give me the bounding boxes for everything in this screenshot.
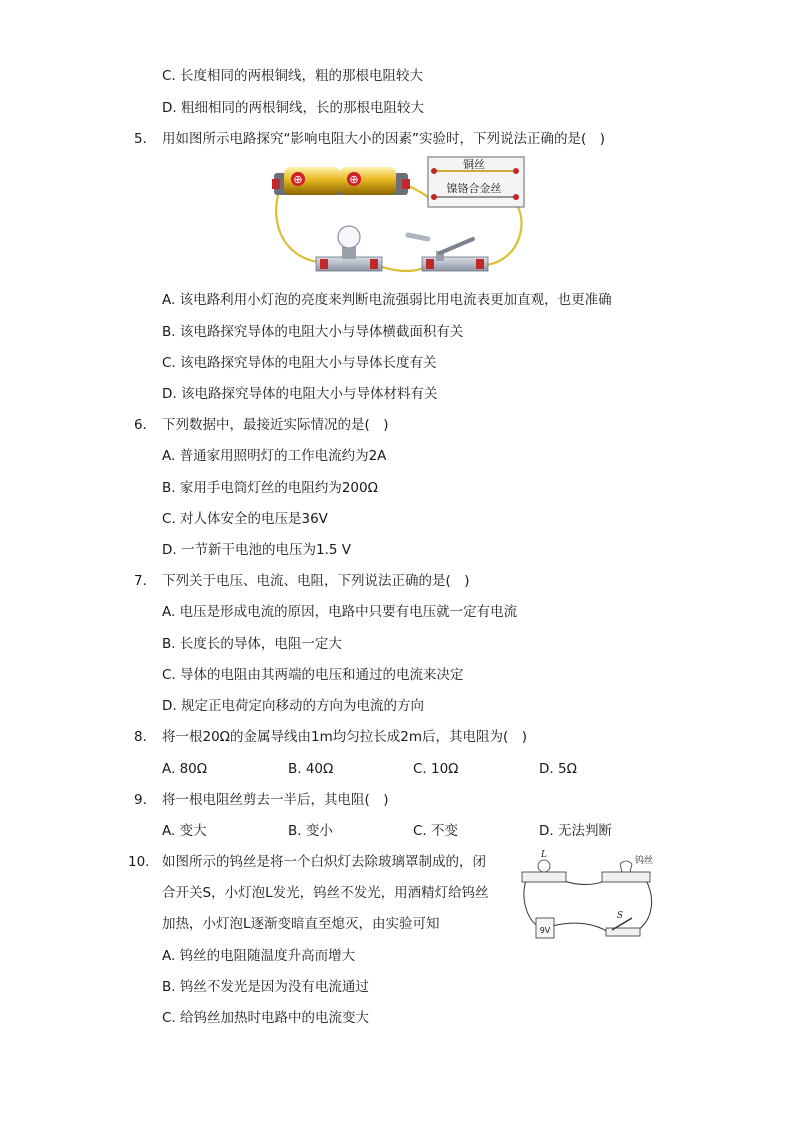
q6-option-d: D. 一节新干电池的电压为1.5 V <box>162 542 351 558</box>
q10-filament-base <box>602 872 650 882</box>
q9-stem: 将一根电阻丝剪去一半后，其电阻( ) <box>162 792 389 808</box>
q5-option-b: B. 该电路探究导体的电阻大小与导体横截面积有关 <box>162 324 464 340</box>
q10-wire <box>552 923 608 932</box>
q10-wire <box>638 880 652 930</box>
q5-board-terminal <box>431 194 437 200</box>
q5-label-copper: 铜丝 <box>463 158 485 171</box>
q5-switch-lever <box>440 239 473 253</box>
q5-circuit-figure <box>268 155 530 280</box>
q5-battery-terminal-left <box>272 179 280 189</box>
q5-battery-terminal-right <box>402 179 410 189</box>
q10-option-c: C. 给钨丝加热时电路中的电流变大 <box>162 1010 370 1026</box>
q7-number: 7. <box>134 573 147 589</box>
q5-bulb-socket <box>342 247 356 259</box>
q5-battery-symbol-2: ⊕ <box>349 173 359 186</box>
q10-label-lamp: L <box>541 850 547 860</box>
q6-option-b: B. 家用手电筒灯丝的电阻约为200Ω <box>162 480 378 496</box>
q5-wire-bottom <box>376 265 428 271</box>
q10-switch-base <box>606 928 640 936</box>
q10-lamp-base <box>522 872 566 882</box>
q5-switch-handle <box>408 235 428 239</box>
q10-filament-icon <box>620 861 632 872</box>
q10-number: 10. <box>128 854 150 870</box>
q7-option-c: C. 导体的电阻由其两端的电压和通过的电流来决定 <box>162 667 464 683</box>
q6-option-c: C. 对人体安全的电压是36V <box>162 511 328 527</box>
q7-stem: 下列关于电压、电流、电阻，下列说法正确的是( ) <box>162 573 470 589</box>
q5-board-terminal <box>431 168 437 174</box>
q5-bulb-icon <box>338 226 360 248</box>
q7-option-a: A. 电压是形成电流的原因，电路中只要有电压就一定有电流 <box>162 604 518 620</box>
q8-option-a: A. 80Ω <box>162 761 208 777</box>
q5-battery-symbol-1: ⊕ <box>293 173 303 186</box>
q5-bulb-terminal <box>320 259 328 269</box>
q8-stem: 将一根20Ω的金属导线由1m均匀拉长成2m后，其电阻为( ) <box>162 729 528 745</box>
q8-option-b: B. 40Ω <box>288 761 334 777</box>
q5-option-c: C. 该电路探究导体的电阻大小与导体长度有关 <box>162 355 437 371</box>
q5-option-d: D. 该电路探究导体的电阻大小与导体材料有关 <box>162 386 438 402</box>
q4-option-d: D. 粗细相同的两根铜线，长的那根电阻较大 <box>162 100 424 116</box>
q10-label-battery: 9V <box>539 926 551 935</box>
q5-board-terminal <box>513 194 519 200</box>
q5-label-nichrome: 镍铬合金丝 <box>446 182 502 195</box>
q10-wire <box>562 880 606 885</box>
q5-switch-terminal <box>426 259 434 269</box>
q5-stem: 用如图所示电路探究“影响电阻大小的因素”实验时，下列说法正确的是( ) <box>162 131 606 147</box>
q10-circuit-figure <box>516 850 658 942</box>
q5-option-a: A. 该电路利用小灯泡的亮度来判断电流强弱比用电流表更加直观，也更准确 <box>162 292 612 308</box>
q5-switch-terminal <box>476 259 484 269</box>
q10-lamp-icon <box>538 860 550 872</box>
q5-bulb-terminal <box>370 259 378 269</box>
q10-stem-line2: 合开关S，小灯泡L发光，钨丝不发光，用酒精灯给钨丝 <box>162 885 489 901</box>
q8-option-c: C. 10Ω <box>413 761 459 777</box>
q9-option-b: B. 变小 <box>288 823 333 839</box>
q10-label-switch: S <box>616 911 624 921</box>
q9-number: 9. <box>134 792 147 808</box>
q5-number: 5. <box>134 131 147 147</box>
q10-stem-line1: 如图所示的钨丝是将一个白炽灯去除玻璃罩制成的，闭 <box>162 854 486 870</box>
q10-option-a: A. 钨丝的电阻随温度升高而增大 <box>162 948 356 964</box>
q9-option-d: D. 无法判断 <box>539 823 612 839</box>
q9-option-a: A. 变大 <box>162 823 207 839</box>
q8-number: 8. <box>134 729 147 745</box>
q5-wire-right <box>486 199 521 265</box>
q10-label-tungsten: 钨丝 <box>634 856 654 866</box>
q7-option-b: B. 长度长的导体，电阻一定大 <box>162 636 342 652</box>
q4-option-c: C. 长度相同的两根铜线，粗的那根电阻较大 <box>162 68 424 84</box>
q6-number: 6. <box>134 417 147 433</box>
q9-option-c: C. 不变 <box>413 823 459 839</box>
q10-stem-line3: 加热，小灯泡L逐渐变暗直至熄灭，由实验可知 <box>162 916 440 932</box>
q5-board-terminal <box>513 168 519 174</box>
q6-stem: 下列数据中，最接近实际情况的是( ) <box>162 417 389 433</box>
q10-option-b: B. 钨丝不发光是因为没有电流通过 <box>162 979 369 995</box>
q7-option-d: D. 规定正电荷定向移动的方向为电流的方向 <box>162 698 424 714</box>
q8-option-d: D. 5Ω <box>539 761 577 777</box>
q6-option-a: A. 普通家用照明灯的工作电流约为2A <box>162 448 387 464</box>
